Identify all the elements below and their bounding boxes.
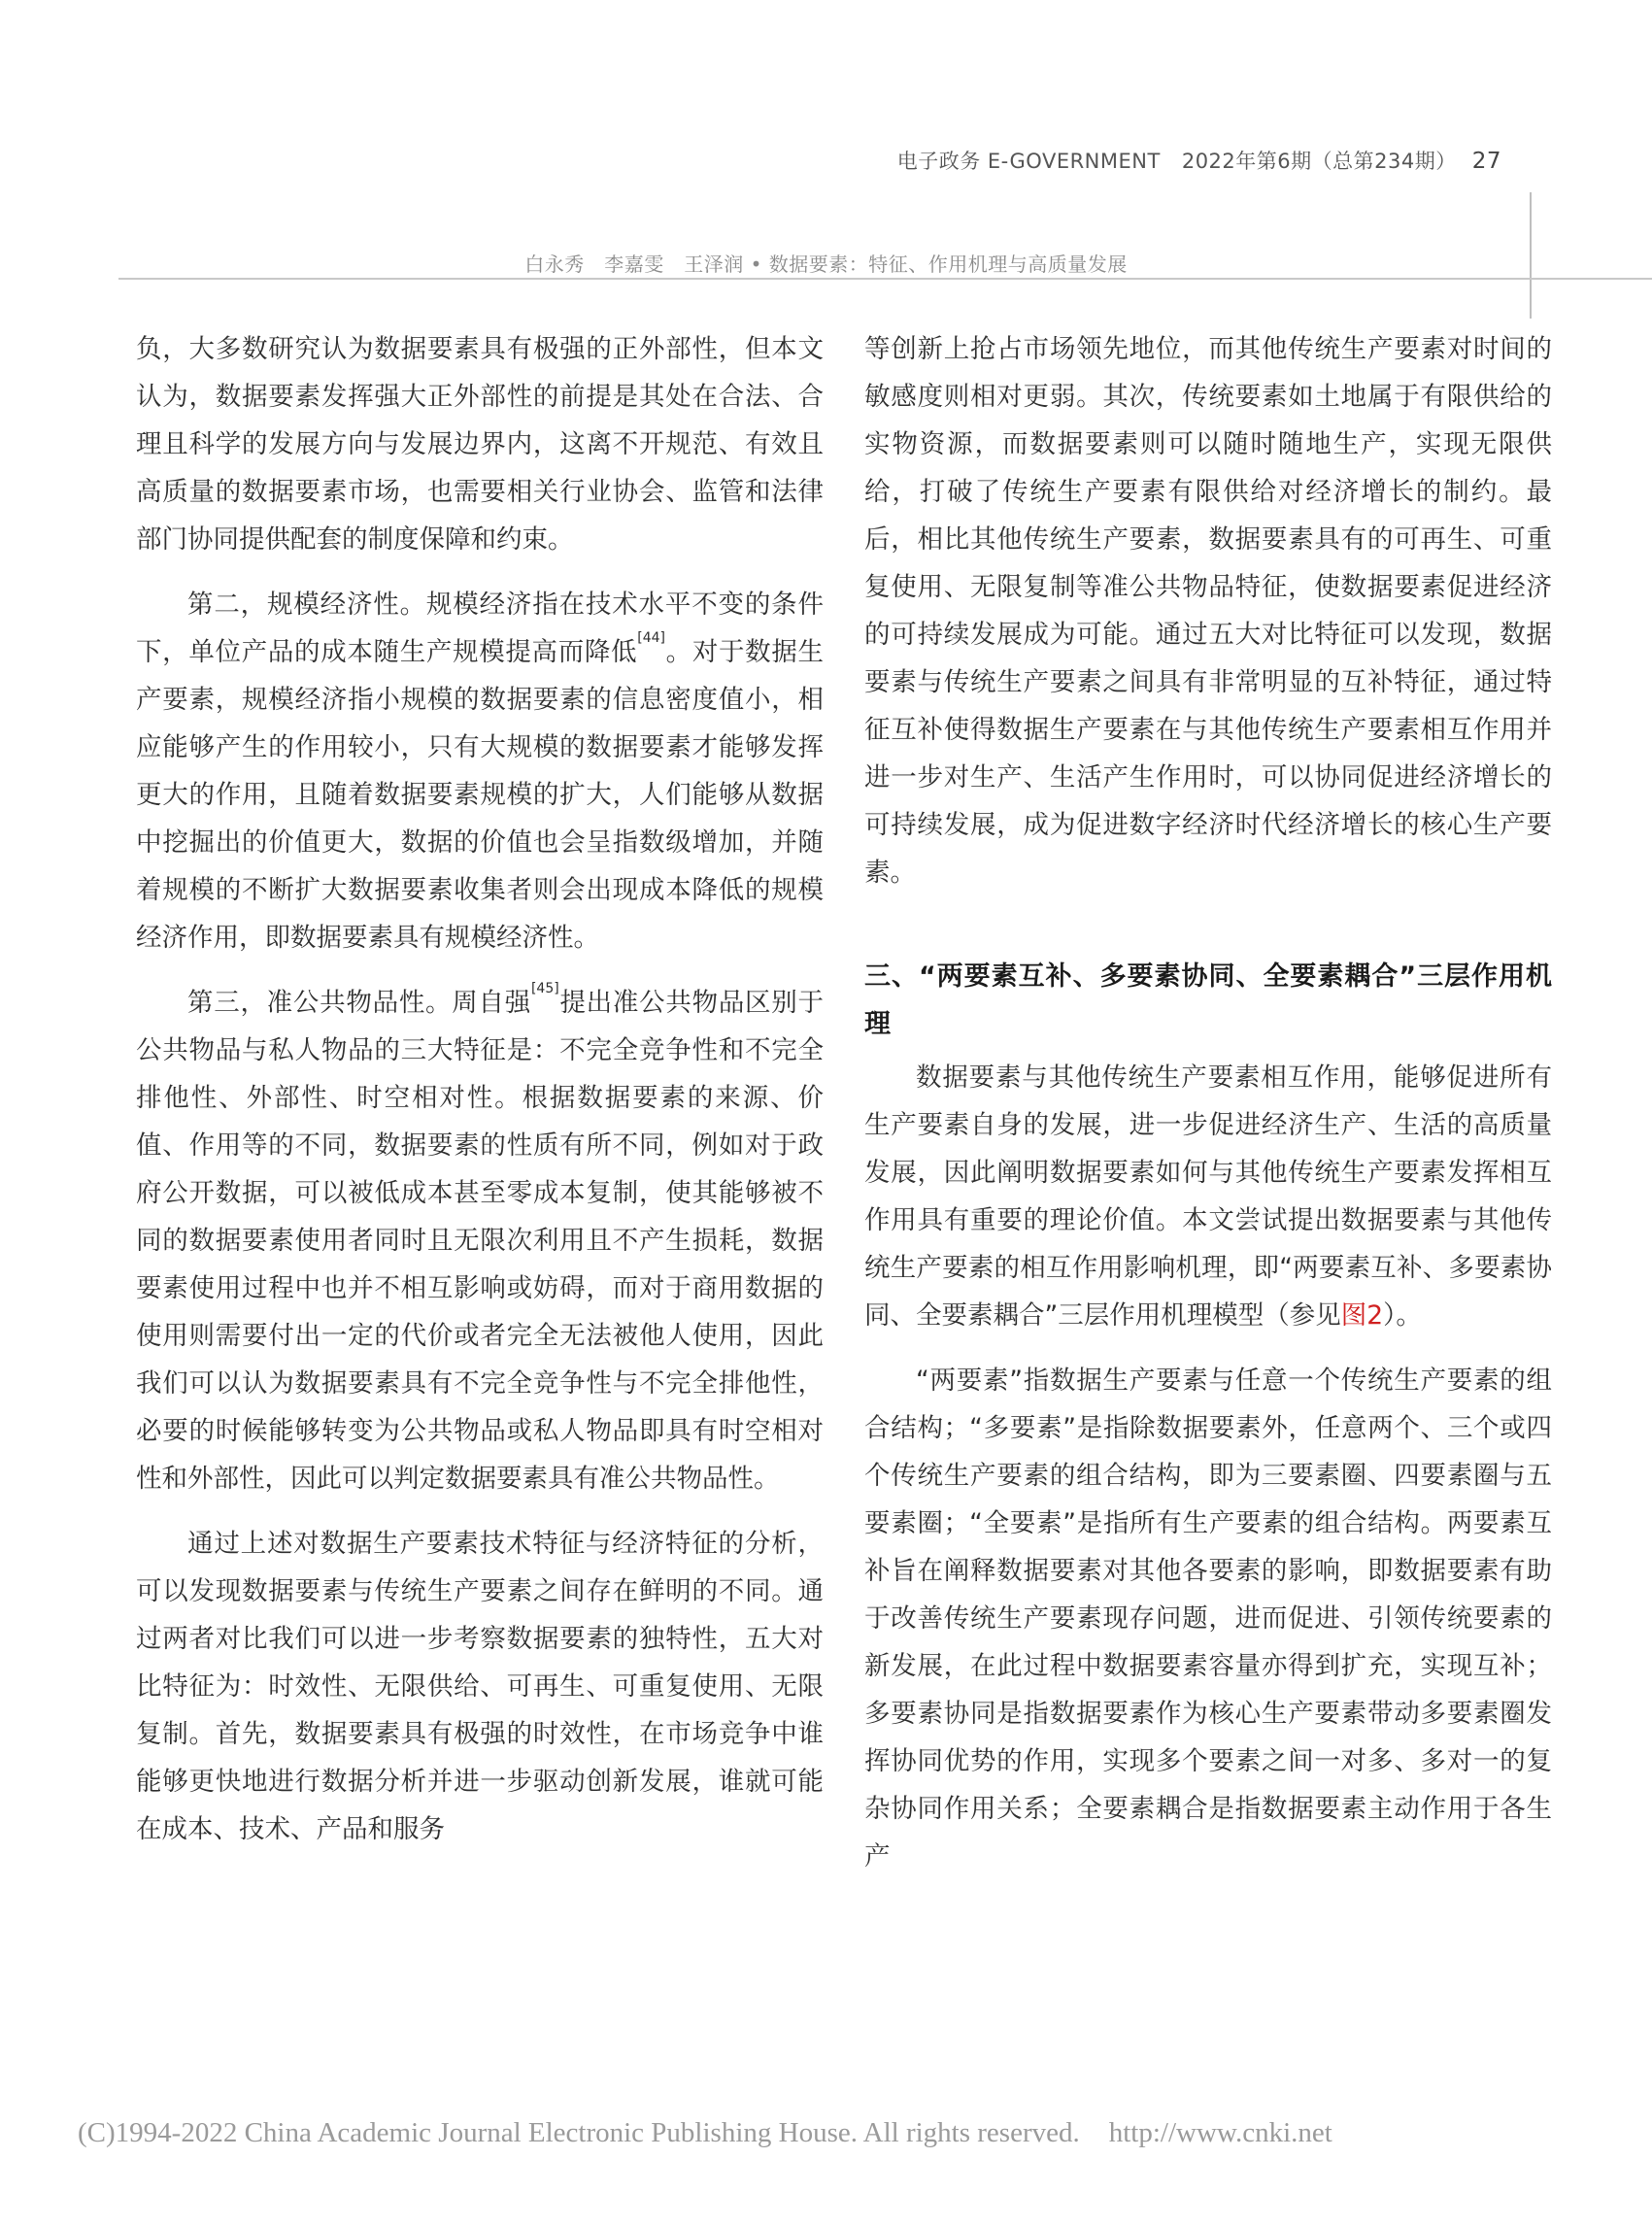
copyright-text: (C)1994-2022 China Academic Journal Electronic Publishing House. All rights reserved. (78, 2117, 1080, 2148)
running-header (897, 146, 1501, 175)
paragraph: 等创新上抢占市场领先地位，而其他传统生产要素对时间的敏感度则相对更弱。其次，传统要素如土地属于有限供给的实物资源，而数据要素则可以随时随地生产，实现无限供给，打破了传统生产要素有限供给对经济增长的制约。最后，相比其他传统生产要素，数据要素具有的可再生、可重复使用、无限复制等准公共物品特征，使数据要素促进经济的可持续发展成为可能。通过五大对比特征可以发现，数据要素与传统生产要素之间具有非常明显的互补特征，通过特征互补使得数据生产要素在与其他传统生产要素相互作用并进一步对生产、生活产生作用时，可以协同促进经济增长的可持续发展，成为促进数字经济时代经济增长的核心生产要素。 (864, 334, 1552, 888)
citation-ref[interactable]: [45] (530, 981, 559, 996)
paragraph (864, 1054, 1552, 1339)
article-title-line: 白永秀 李嘉雯 王泽润 • 数据要素：特征、作用机理与高质量发展 (524, 253, 1128, 276)
footer-url[interactable]: http://www.cnki.net (1108, 2117, 1332, 2148)
section-heading: 三、“两要素互补、多要素协同、全要素耦合”三层作用机理 (864, 961, 1552, 1039)
paragraph: 通过上述对数据生产要素技术特征与经济特征的分析，可以发现数据要素与传统生产要素之间存在鲜明的不同。通过两者对比我们可以进一步考察数据要素的独特性，五大对比特征为：时效性、无限供给、可再生、可重复使用、无限复制。首先，数据要素具有极强的时效性，在市场竞争中谁能够更快地进行数据分析并进一步驱动创新发展，谁就可能在成本、技术、产品和服务 (136, 1529, 824, 1844)
paragraph-text: 第三，准公共物品性。周自强 (187, 988, 531, 1018)
citation-ref[interactable]: [44] (637, 630, 665, 646)
paragraph-text: ）。 (1383, 1300, 1422, 1331)
paragraph-text: 数据要素与其他传统生产要素相互作用，能够促进所有生产要素自身的发展，进一步促进经济生产、生活的高质量发展，因此阐明数据要素如何与其他传统生产要素发挥相互作用具有重要的理论价值。本文尝试提出数据要素与其他传统生产要素的相互作用影响机理，即“两要素互补、多要素协同、全要素耦合”三层作用机理模型（参见 (864, 1062, 1552, 1331)
issue-info: 2022年第6期（总第234期） (1181, 150, 1457, 173)
paragraph-text: 。对于数据生产要素，规模经济指小规模的数据要素的信息密度值小，相应能够产生的作用较小，只有大规模的数据要素才能够发挥更大的作用，且随着数据要素规模的扩大，人们能够从数据中挖掘出的价值更大，数据的价值也会呈指数级增加，并随着规模的不断扩大数据要素收集者则会出现成本降低的规模经济作用，即数据要素具有规模经济性。 (136, 637, 825, 953)
paragraph-text: 提出准公共物品区别于公共物品与私人物品的三大特征是：不完全竞争性和不完全排他性、外部性、时空相对性。根据数据要素的来源、价值、作用等的不同，数据要素的性质有所不同，例如对于政府公开数据，可以被低成本甚至零成本复制，使其能够被不同的数据要素使用者同时且无限次利用且不产生损耗，数据要素使用过程中也并不相互影响或妨碍，而对于商用数据的使用则需要付出一定的代价或者完全无法被他人使用，因此我们可以认为数据要素具有不完全竞争性与不完全排他性，必要的时候能够转变为公共物品或私人物品即具有时空相对性和外部性，因此可以判定数据要素具有准公共物品性。 (136, 988, 825, 1494)
paragraph (136, 581, 824, 961)
journal-name: 电子政务 E-GOVERNMENT (896, 150, 1161, 173)
footer (78, 2117, 1573, 2149)
page-number: 27 (1471, 149, 1501, 174)
left-column (136, 325, 824, 1871)
header-rule (118, 278, 1652, 280)
right-column (864, 325, 1552, 1898)
paragraph: 负，大多数研究认为数据要素具有极强的正外部性，但本文认为，数据要素发挥强大正外部性的前提是其处在合法、合理且科学的发展方向与发展边界内，这离不开规范、有效且高质量的数据要素市场，也需要相关行业协会、监管和法律部门协同提供配套的制度保障和约束。 (136, 334, 824, 555)
paragraph-text: 第二，规模经济性。规模经济指在技术水平不变的条件下，单位产品的成本随生产规模提高而降低 (136, 590, 824, 667)
paragraph (136, 979, 824, 1502)
paragraph: “两要素”指数据生产要素与任意一个传统生产要素的组合结构；“多要素”是指除数据要素外，任意两个、三个或四个传统生产要素的组合结构，即为三要素圈、四要素圈与五要素圈；“全要素”是指所有生产要素的组合结构。两要素互补旨在阐释数据要素对其他各要素的影响，即数据要素有助于改善传统生产要素现存问题，进而促进、引领传统要素的新发展，在此过程中数据要素容量亦得到扩充，实现互补；多要素协同是指数据要素作为核心生产要素带动多要素圈发挥协同优势的作用，实现多个要素之间一对多、多对一的复杂协同作用关系；全要素耦合是指数据要素主动作用于各生产 (864, 1366, 1552, 1872)
figure-link[interactable]: 图2 (1340, 1300, 1384, 1331)
